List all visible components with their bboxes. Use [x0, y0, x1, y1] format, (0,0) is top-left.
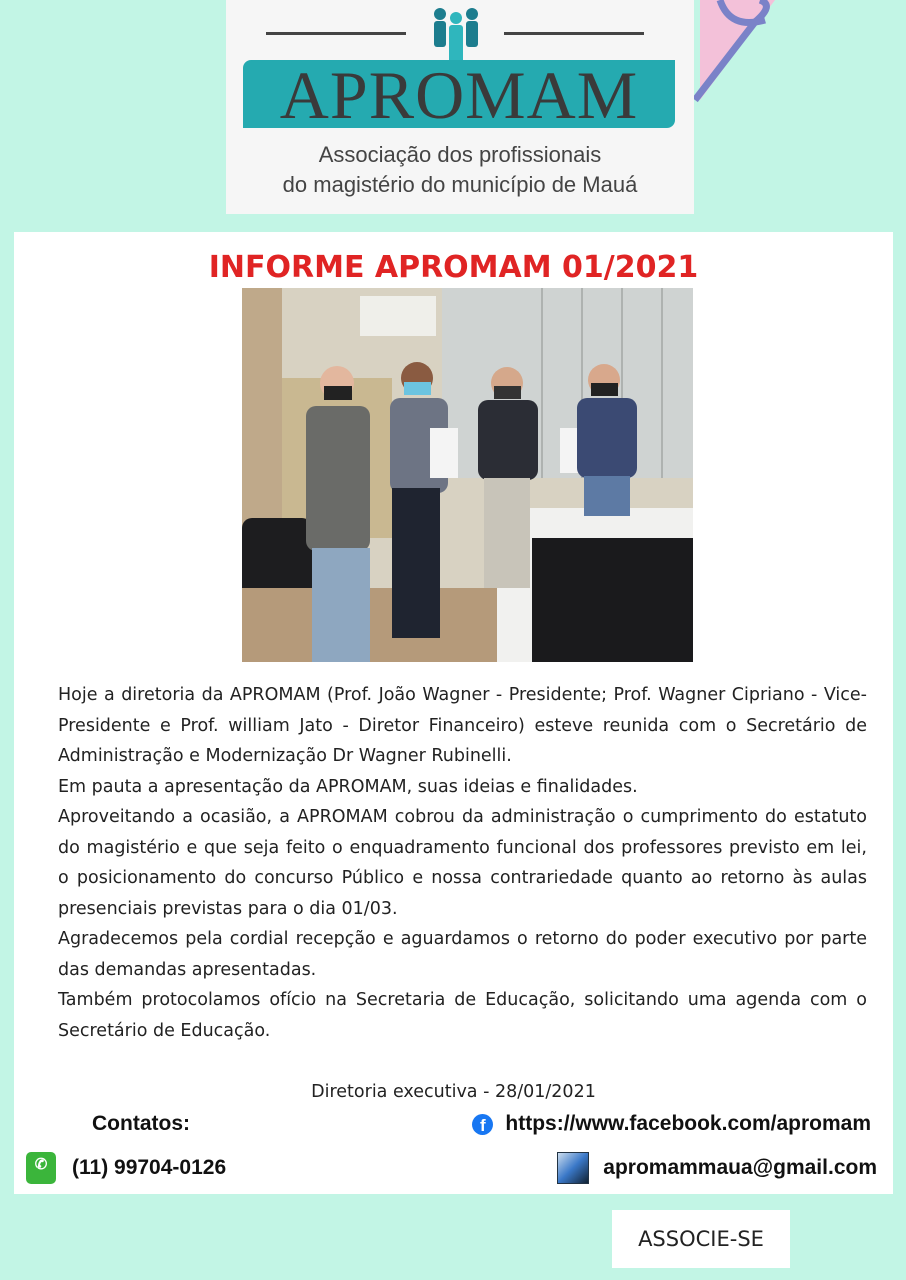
- logo-subtitle-line: Associação dos profissionais: [318, 142, 602, 167]
- announcement-card: [14, 232, 893, 1194]
- body-paragraph: Também protocolamos ofício na Secretaria de Educação, solicitando uma agenda com o Secretário de Educação.: [58, 990, 867, 1041]
- body-paragraph: Aproveitando a ocasião, a APROMAM cobrou da administração o cumprimento do estatuto do magistério e que seja feito o enquadramento funcional dos professores previsto em lei, o posicionamento do concurso Público e nossa contrariedade quanto ao retorno às aulas presenciais previstas para o dia 01/03.: [58, 807, 867, 919]
- logo-subtitle-line: do magistério do município de Mauá: [282, 172, 638, 197]
- announcement-body: [58, 680, 867, 1046]
- body-paragraph: Em pauta a apresentação da APROMAM, suas ideias e finalidades.: [58, 776, 638, 797]
- facebook-link[interactable]: [472, 1112, 871, 1136]
- logo-subtitle: [226, 140, 694, 200]
- body-paragraph: Agradecemos pela cordial recepção e aguardamos o retorno do poder executivo por parte das demandas apresentadas.: [58, 929, 867, 980]
- announcement-title: INFORME APROMAM 01/2021: [208, 250, 699, 285]
- associe-se-button[interactable]: ASSOCIE-SE: [612, 1210, 790, 1268]
- logo-divider: [504, 32, 644, 35]
- group-photo: [242, 288, 693, 662]
- decorative-shape: [680, 0, 790, 110]
- logo-name: APROMAM: [279, 57, 639, 133]
- signature: Diretoria executiva - 28/01/2021: [311, 1082, 596, 1102]
- contacts-label: Contatos:: [92, 1112, 190, 1135]
- body-paragraph: Hoje a diretoria da APROMAM (Prof. João Wagner - Presidente; Prof. Wagner Cipriano - Vice-Presidente e Prof. william Jato - Diretor Financeiro) esteve reunida com o Secretário de Administração e Modernização Dr Wagner Rubinelli.: [58, 685, 867, 766]
- whatsapp-contact[interactable]: [26, 1152, 226, 1184]
- phone-number[interactable]: (11) 99704-0126: [72, 1156, 227, 1179]
- email-icon: [557, 1152, 589, 1184]
- apromam-logo: [226, 0, 694, 214]
- email-address[interactable]: apromammaua@gmail.com: [603, 1156, 877, 1179]
- logo-divider: [266, 32, 406, 35]
- email-contact[interactable]: [557, 1152, 877, 1184]
- facebook-icon: f: [472, 1114, 493, 1135]
- whatsapp-icon: ✆: [26, 1152, 56, 1184]
- facebook-url[interactable]: https://www.facebook.com/apromam: [505, 1112, 871, 1135]
